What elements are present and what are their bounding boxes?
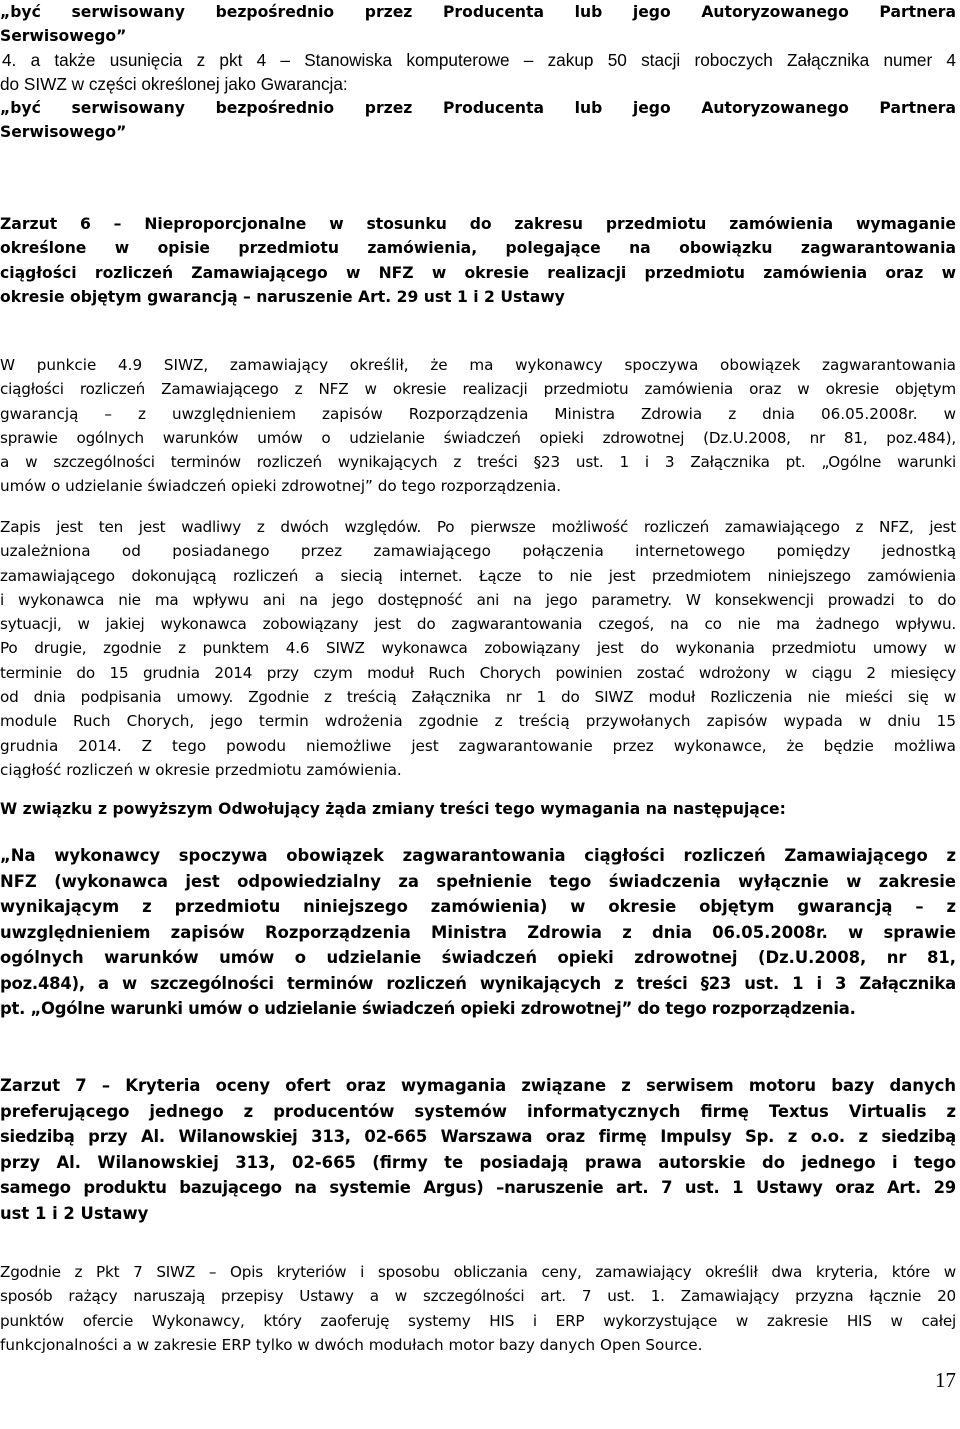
text-line: pt. „Ogólne warunki umów o udzielanie świadczeń opieki zdrowotnej” do tego rozporządzenia.	[0, 999, 856, 1018]
text-line: ust 1 i 2 Ustawy	[0, 1203, 149, 1223]
text-line: wynikającym z przedmiotu niniejszego zamówienia) w okresie objętym gwarancją – z	[0, 897, 956, 916]
text-line: sposób rażący naruszają przepisy Ustawy a w szczególności art. 7 ust. 1. Zamawiający przyzna łącznie 20	[0, 1287, 956, 1306]
text-line: okresie objętym gwarancją – naruszenie Art. 29 ust 1 i 2 Ustawy	[0, 287, 565, 306]
list-item-4	[0, 48, 956, 97]
text-line: samego produktu bazującego na systemie Argus) –naruszenie art. 7 ust. 1 Ustawy oraz Art. 29	[0, 1178, 956, 1197]
text-line: Po drugie, zgodnie z punktem 4.6 SIWZ wykonawca zobowiązany jest do wykonania przedmiotu umowy w	[0, 639, 956, 658]
zarzut-7-heading	[0, 1073, 956, 1226]
text-line: NFZ (wykonawca jest odpowiedzialny za spełnienie tego świadczenia wyłącznie w zakresie	[0, 871, 956, 891]
text-line: uwzględnieniem zapisów Rozporządzenia Ministra Zdrowia z dnia 06.05.2008r. w sprawie	[0, 922, 956, 942]
text-line: sytuacji, w jakiej wykonawca zobowiązany jest do zagwarantowania czegoś, na co nie ma żadnego wpływu.	[0, 615, 956, 634]
text-line: funkcjonalności a w zakresie ERP tylko w dwóch modułach motor bazy danych Open Source.	[0, 1335, 703, 1354]
text-line: gwarancją – z uwzględnieniem zapisów Rozporządzenia Ministra Zdrowia z dnia 06.05.2008r. w	[0, 404, 956, 423]
text-line: i wykonawca nie ma wpływu ani na jego dostępność ani na jego parametry. W konsekwencji prowadzi to do	[0, 590, 956, 609]
text-line: sprawie ogólnych warunków umów o udzielanie świadczeń opieki zdrowotnej (Dz.U.2008, nr 81, poz.484),	[0, 428, 956, 447]
text-line: W związku z powyższym Odwołujący żąda zmiany treści tego wymagania na następujące:	[0, 800, 786, 818]
text-line: poz.484), a w szczególności terminów rozliczeń wynikających z treści §23 ust. 1 i 3 Załącznika	[0, 973, 956, 993]
text-line: umów o udzielanie świadczeń opieki zdrowotnej” do tego rozporządzenia.	[0, 477, 562, 496]
text-line: ogólnych warunków umów o udzielanie świadczeń opieki zdrowotnej (Dz.U.2008, nr 81,	[0, 948, 956, 967]
demanded-wording	[0, 843, 956, 1022]
text-line: siedzibą przy Al. Wilanowskiej 313, 02-665 Warszawa oraz firmę Impulsy Sp. z o.o. z siedzibą	[0, 1127, 956, 1146]
text-line: przy Al. Wilanowskiej 313, 02-665 (firmy te posiadają prawa autorskie do jednego i tego	[0, 1152, 956, 1172]
text-line: Zapis jest ten jest wadliwy z dwóch względów. Po pierwsze możliwość rozliczeń zamawiającego z NFZ, jest	[0, 518, 956, 536]
text-line: Zarzut 6 – Nieproporcjonalne w stosunku do zakresu przedmiotu zamówienia wymaganie	[0, 215, 956, 233]
text-line: „być serwisowany bezpośrednio przez Producenta lub jego Autoryzowanego Partnera	[0, 99, 956, 117]
paragraph-defects	[0, 515, 956, 782]
text-line: od dnia podpisania umowy. Zgodnie z treścią Załącznika nr 1 do SIWZ moduł Rozliczenia nie mieści się w	[0, 688, 956, 707]
text-line: Zarzut 7 – Kryteria oceny ofert oraz wymagania związane z serwisem motoru bazy danych	[0, 1076, 956, 1095]
text-line: a w szczególności terminów rozliczeń wynikających z treści §23 ust. 1 i 3 Załącznika pt. „Ogólne warunki	[0, 453, 956, 472]
page-number: 17	[935, 1368, 956, 1392]
text-line: punktów ofercie Wykonawcy, który zaoferuję systemy HIS i ERP wykorzystujące w zakresie HIS w całej	[0, 1311, 956, 1330]
text-line: zamawiającego dokonującą rozliczeń a siecią internet. Łącze to nie jest przedmiotem niniejszego zamówienia	[0, 566, 956, 585]
text-line: „być serwisowany bezpośrednio przez Producenta lub jego Autoryzowanego Partnera	[0, 3, 956, 21]
text-line: terminie do 15 grudnia 2014 przy czym moduł Ruch Chorych powinien zostać wdrożony w ciągu 2 miesięcy	[0, 663, 956, 682]
demand-heading	[0, 797, 956, 821]
text-line: W punkcie 4.9 SIWZ, zamawiający określił, że ma wykonawcy spoczywa obowiązek zagwarantowania	[0, 356, 956, 374]
zarzut-6-heading	[0, 212, 956, 309]
text-line: ciągłość rozliczeń w okresie przedmiotu zamówienia.	[0, 760, 402, 779]
text-line: grudnia 2014. Z tego powodu niemożliwe jest zagwarantowanie przez wykonawce, że będzie możliwa	[0, 736, 956, 755]
text-line: Serwisowego”	[0, 123, 127, 142]
text-line: „Na wykonawcy spoczywa obowiązek zagwarantowania ciągłości rozliczeń Zamawiającego z	[0, 846, 956, 865]
text-line: ciągłości rozliczeń Zamawiającego w NFZ w okresie realizacji przedmiotu zamówienia oraz w	[0, 263, 956, 282]
text-line: 4. a także usunięcia z pkt 4 – Stanowiska komputerowe – zakup 50 stacji roboczych Załącznika numer 4	[2, 50, 956, 70]
text-line: module Ruch Chorych, jego termin wdrożenia zgodnie z treścią przywołanych zapisów wypada w dniu 15	[0, 712, 956, 731]
text-line: preferującego jednego z producentów systemów informatycznych firmę Textus Virtualis z	[0, 1101, 956, 1121]
paragraph-4-9	[0, 353, 956, 499]
paragraph-criteria	[0, 1260, 956, 1357]
text-line: ciągłości rozliczeń Zamawiającego z NFZ w okresie realizacji przedmiotu zamówienia oraz w okresie objętym	[0, 380, 956, 399]
text-line: Zgodnie z Pkt 7 SIWZ – Opis kryteriów i sposobu obliczania ceny, zamawiający określił dwa kryteria, które w	[0, 1263, 956, 1281]
text-line: do SIWZ w części określonej jako Gwarancja:	[0, 74, 348, 95]
quoted-requirement-2	[0, 96, 956, 145]
quoted-requirement-1	[0, 0, 956, 49]
text-line: Serwisowego”	[0, 27, 127, 46]
text-line: określone w opisie przedmiotu zamówienia, polegające na obowiązku zagwarantowania	[0, 239, 956, 258]
text-line: uzależniona od posiadanego przez zamawiającego połączenia internetowego pomiędzy jednostką	[0, 542, 956, 561]
